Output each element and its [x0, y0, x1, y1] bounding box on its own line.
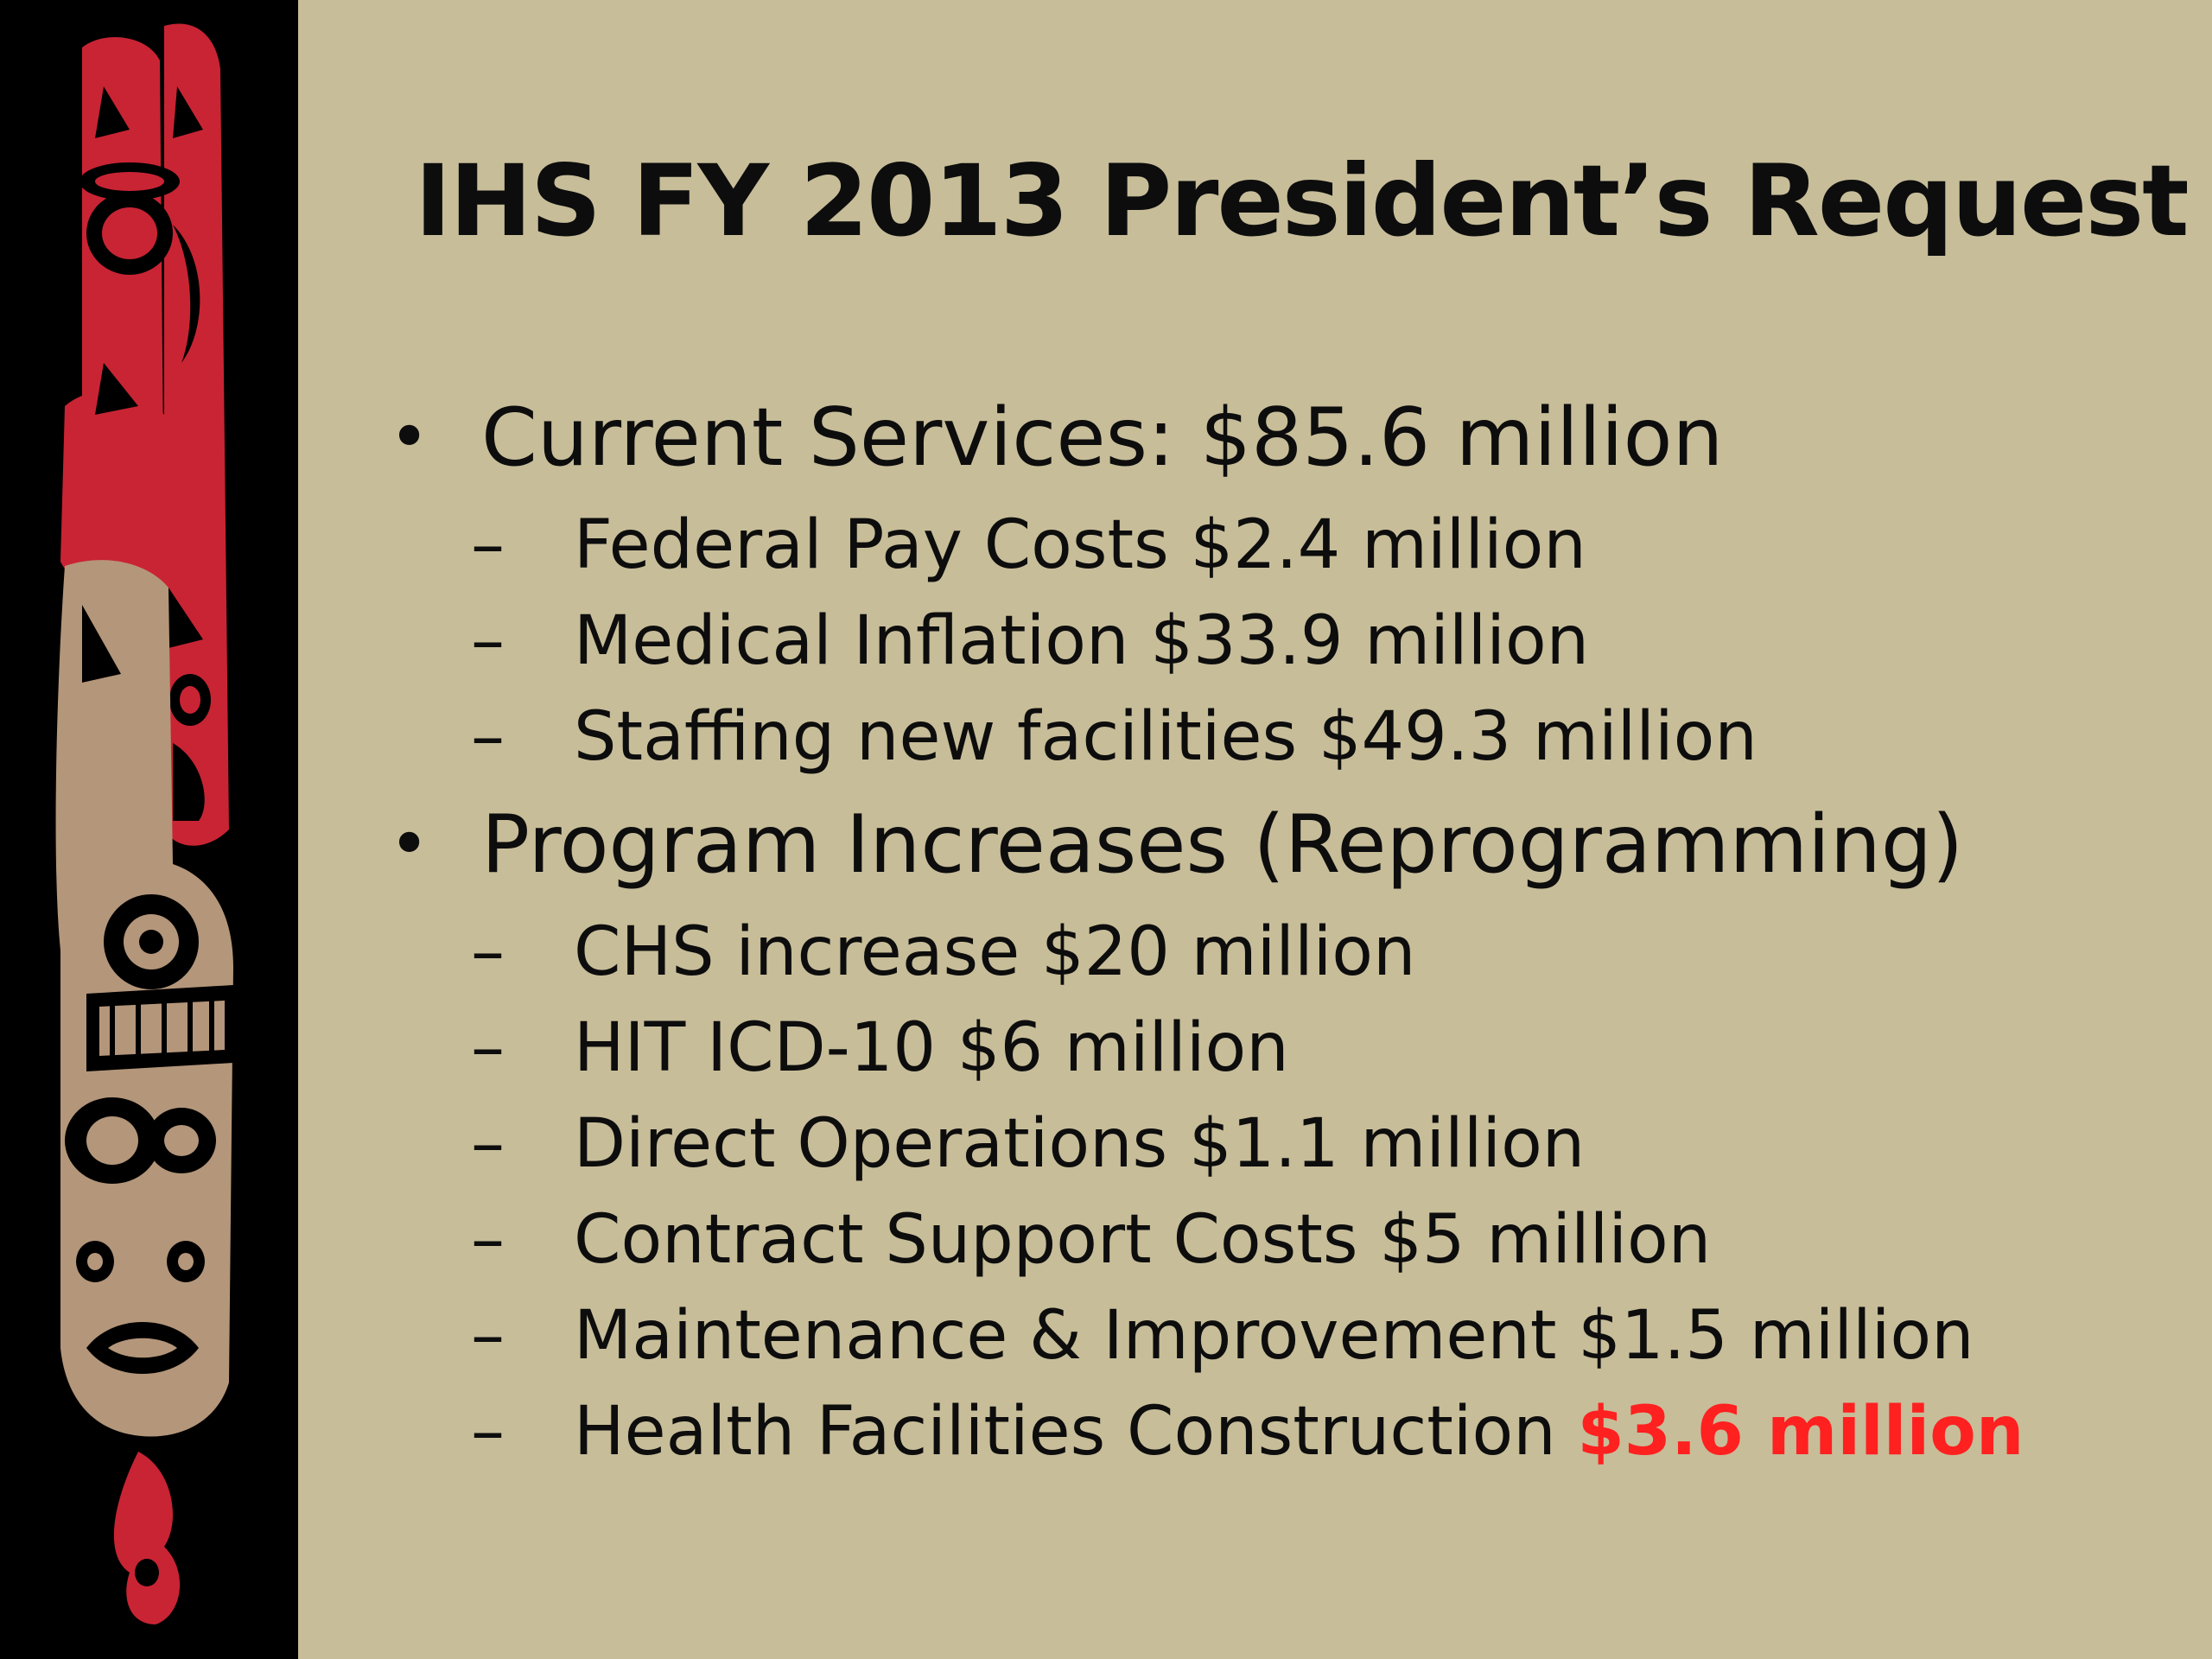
highlighted-amount: $3.6 million [1577, 1393, 2024, 1471]
bullet-list [389, 378, 2186, 1480]
subitem-hit [389, 1001, 2186, 1096]
sub-dash: – [471, 506, 505, 584]
sub-dash: – [471, 698, 505, 776]
subitem-staffing [389, 690, 2186, 785]
sub-text: Contract Support Costs $5 million [574, 1201, 1712, 1279]
slide-body [298, 0, 2212, 1659]
sub-dash: – [471, 913, 505, 991]
sub-dash: – [471, 1393, 505, 1471]
bullet-text: Current Services: $85.6 million [481, 391, 1724, 484]
sub-dash: – [471, 1105, 505, 1183]
subitem-federal-pay [389, 498, 2186, 594]
subitem-medical-inflation [389, 594, 2186, 690]
sub-text: Federal Pay Costs $2.4 million [574, 506, 1586, 584]
subitem-health-facilities [389, 1384, 2186, 1480]
sub-text: Maintenance & Improvement $1.5 million [574, 1297, 1974, 1375]
subitem-contract-support [389, 1192, 2186, 1288]
sub-text: CHS increase $20 million [574, 913, 1416, 991]
bullet-program-increases [389, 785, 2186, 905]
sub-text: Health Facilities Construction [574, 1393, 1578, 1471]
bullet-current-services [389, 378, 2186, 498]
decorative-sidebar [0, 0, 298, 1659]
bullet-marker: • [389, 804, 430, 884]
sub-text: Medical Inflation $33.9 million [574, 602, 1590, 680]
sub-dash: – [471, 602, 505, 680]
bullet-marker: • [389, 397, 430, 477]
sub-text: Staffing new facilities $49.3 million [574, 698, 1758, 776]
sub-text: HIT ICD-10 $6 million [574, 1009, 1289, 1087]
sub-text: Direct Operations $1.1 million [574, 1105, 1586, 1183]
sub-dash: – [471, 1201, 505, 1279]
subitem-maintenance [389, 1288, 2186, 1384]
sub-dash: – [471, 1297, 505, 1375]
subitem-chs [389, 905, 2186, 1001]
bullet-text: Program Increases (Reprogramming) [481, 798, 1964, 891]
slide-title: IHS FY 2013 President’s Request [415, 143, 2188, 258]
subitem-direct-operations [389, 1096, 2186, 1192]
totem-art-icon [0, 0, 298, 1659]
sub-dash: – [471, 1009, 505, 1087]
